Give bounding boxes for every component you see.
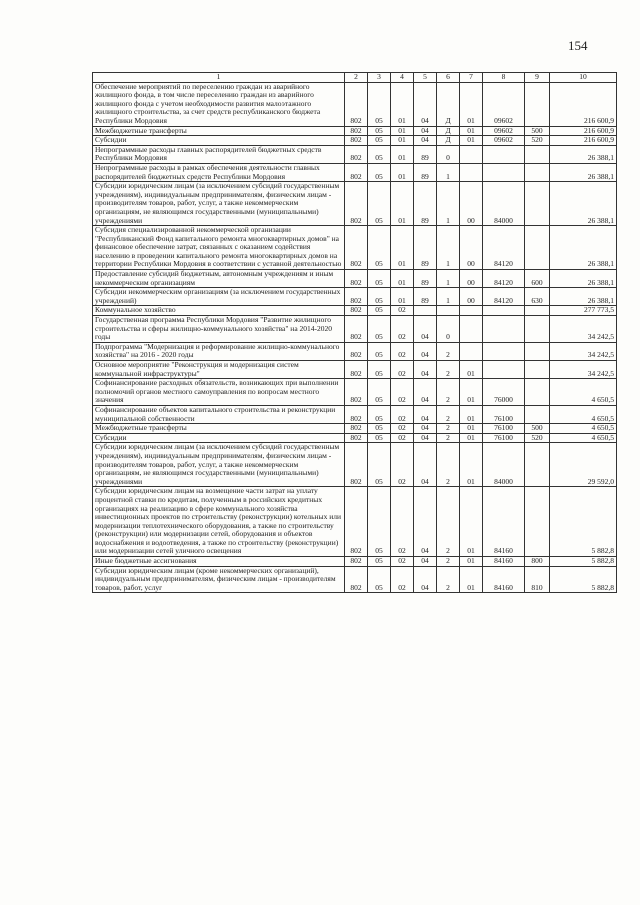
item-name-cell: Коммунальное хозяйство bbox=[93, 306, 345, 316]
subsection-cell: 02 bbox=[391, 379, 414, 406]
ministry-code-cell: 802 bbox=[345, 316, 368, 343]
subsection-cell: 02 bbox=[391, 361, 414, 379]
program-cell: 04 bbox=[414, 443, 437, 487]
subprogram-cell: 2 bbox=[437, 405, 460, 423]
section-cell: 05 bbox=[368, 342, 391, 360]
expense-type-cell bbox=[525, 226, 550, 270]
program-cell: 89 bbox=[414, 163, 437, 181]
section-cell: 05 bbox=[368, 163, 391, 181]
program-cell bbox=[414, 306, 437, 316]
expense-type-cell: 500 bbox=[525, 126, 550, 136]
program-cell: 04 bbox=[414, 487, 437, 557]
item-name-cell: Субсидии юридическим лицам на возмещение части затрат на уплату процентной ставки по кредитам, полученным в российских кредитных организациях на реализацию в сфере коммунального хозяйства инвестиционных проектов по строительству (реконструкции) котельных или модернизации теплотехнического оборудования, а также по строительству (реконструкции) или модернизации сетей, оборудования и объектов водоснабжения и водоотведения, а также по строительству (реконструкции) или модернизации сетей уличного освещения bbox=[93, 487, 345, 557]
subsection-cell: 02 bbox=[391, 557, 414, 567]
activity-cell: 01 bbox=[460, 433, 483, 443]
item-name-cell: Подпрограмма "Модернизация и реформирование жилищно-коммунального хозяйства" на 2016 - 2020 годы bbox=[93, 342, 345, 360]
subsection-cell: 01 bbox=[391, 226, 414, 270]
ministry-code-cell: 802 bbox=[345, 136, 368, 146]
direction-cell: 09602 bbox=[483, 126, 525, 136]
ministry-code-cell: 802 bbox=[345, 557, 368, 567]
table-row bbox=[93, 306, 617, 316]
ministry-code-cell: 802 bbox=[345, 379, 368, 406]
subsection-cell: 02 bbox=[391, 566, 414, 593]
section-cell: 05 bbox=[368, 566, 391, 593]
item-name-cell: Субсидии юридическим лицам (за исключением субсидий государственным учреждениям), индивидуальным предпринимателям, физическим лицам - производителям товаров, работ, услуг, а также некоммерческим организациям, не являющимся государственными (муниципальными) учреждениями bbox=[93, 182, 345, 226]
amount-cell: 26 388,1 bbox=[550, 270, 617, 288]
program-cell: 04 bbox=[414, 361, 437, 379]
ministry-code-cell: 802 bbox=[345, 342, 368, 360]
activity-cell: 01 bbox=[460, 405, 483, 423]
item-name-cell: Субсидии bbox=[93, 136, 345, 146]
direction-cell: 09602 bbox=[483, 136, 525, 146]
subprogram-cell: 0 bbox=[437, 145, 460, 163]
table-row bbox=[93, 557, 617, 567]
direction-cell bbox=[483, 342, 525, 360]
subprogram-cell: 2 bbox=[437, 361, 460, 379]
direction-cell: 84120 bbox=[483, 226, 525, 270]
ministry-code-cell: 802 bbox=[345, 566, 368, 593]
table-row bbox=[93, 288, 617, 306]
amount-cell: 26 388,1 bbox=[550, 145, 617, 163]
column-header: 3 bbox=[368, 73, 391, 83]
ministry-code-cell: 802 bbox=[345, 126, 368, 136]
subprogram-cell: 2 bbox=[437, 424, 460, 434]
subsection-cell: 01 bbox=[391, 145, 414, 163]
activity-cell: 00 bbox=[460, 288, 483, 306]
subsection-cell: 01 bbox=[391, 270, 414, 288]
table-row bbox=[93, 433, 617, 443]
section-cell: 05 bbox=[368, 288, 391, 306]
amount-cell: 5 882,8 bbox=[550, 487, 617, 557]
expense-type-cell bbox=[525, 306, 550, 316]
amount-cell: 34 242,5 bbox=[550, 361, 617, 379]
expense-type-cell bbox=[525, 405, 550, 423]
table-row bbox=[93, 270, 617, 288]
activity-cell: 01 bbox=[460, 126, 483, 136]
ministry-code-cell: 802 bbox=[345, 270, 368, 288]
expense-type-cell: 500 bbox=[525, 424, 550, 434]
direction-cell: 76100 bbox=[483, 424, 525, 434]
section-cell: 05 bbox=[368, 379, 391, 406]
item-name-cell: Субсидии юридическим лицам (кроме некоммерческих организаций), индивидуальным предпринимателям, физическим лицам - производителям товаров, работ, услуг bbox=[93, 566, 345, 593]
subsection-cell: 01 bbox=[391, 82, 414, 126]
program-cell: 04 bbox=[414, 82, 437, 126]
program-cell: 04 bbox=[414, 379, 437, 406]
activity-cell: 01 bbox=[460, 557, 483, 567]
subsection-cell: 02 bbox=[391, 433, 414, 443]
program-cell: 04 bbox=[414, 424, 437, 434]
table-row bbox=[93, 82, 617, 126]
section-cell: 05 bbox=[368, 433, 391, 443]
expense-type-cell bbox=[525, 145, 550, 163]
direction-cell bbox=[483, 163, 525, 181]
section-cell: 05 bbox=[368, 270, 391, 288]
item-name-cell: Софинансирование объектов капитального строительства и реконструкции муниципальной собственности bbox=[93, 405, 345, 423]
ministry-code-cell: 802 bbox=[345, 182, 368, 226]
table-row bbox=[93, 405, 617, 423]
program-cell: 04 bbox=[414, 433, 437, 443]
column-header: 2 bbox=[345, 73, 368, 83]
amount-cell: 277 773,5 bbox=[550, 306, 617, 316]
table-row bbox=[93, 126, 617, 136]
ministry-code-cell: 802 bbox=[345, 82, 368, 126]
column-header: 6 bbox=[437, 73, 460, 83]
subsection-cell: 02 bbox=[391, 316, 414, 343]
subsection-cell: 02 bbox=[391, 342, 414, 360]
item-name-cell: Субсидии некоммерческим организациям (за исключением государственных учреждений) bbox=[93, 288, 345, 306]
direction-cell: 84120 bbox=[483, 270, 525, 288]
table-row bbox=[93, 424, 617, 434]
section-cell: 05 bbox=[368, 82, 391, 126]
subprogram-cell: Д bbox=[437, 126, 460, 136]
subsection-cell: 02 bbox=[391, 443, 414, 487]
section-cell: 05 bbox=[368, 126, 391, 136]
expense-type-cell bbox=[525, 82, 550, 126]
subprogram-cell: 2 bbox=[437, 342, 460, 360]
section-cell: 05 bbox=[368, 182, 391, 226]
program-cell: 89 bbox=[414, 288, 437, 306]
activity-cell bbox=[460, 145, 483, 163]
item-name-cell: Государственная программа Республики Мордовия "Развитие жилищного строительства и сферы жилищно-коммунального хозяйства" на 2014-2020 годы bbox=[93, 316, 345, 343]
subprogram-cell: 2 bbox=[437, 379, 460, 406]
ministry-code-cell: 802 bbox=[345, 424, 368, 434]
expense-type-cell bbox=[525, 163, 550, 181]
item-name-cell: Софинансирование расходных обязательств, возникающих при выполнении полномочий органов местного самоуправления по вопросам местного значения bbox=[93, 379, 345, 406]
page-number: 154 bbox=[568, 38, 588, 53]
subprogram-cell: 2 bbox=[437, 433, 460, 443]
subsection-cell: 01 bbox=[391, 288, 414, 306]
activity-cell: 00 bbox=[460, 182, 483, 226]
column-header: 7 bbox=[460, 73, 483, 83]
subsection-cell: 02 bbox=[391, 424, 414, 434]
subprogram-cell: 1 bbox=[437, 288, 460, 306]
activity-cell bbox=[460, 163, 483, 181]
ministry-code-cell: 802 bbox=[345, 226, 368, 270]
direction-cell: 84160 bbox=[483, 566, 525, 593]
item-name-cell: Непрограммные расходы в рамках обеспечения деятельности главных распорядителей бюджетных средств Республики Мордовия bbox=[93, 163, 345, 181]
expense-type-cell: 810 bbox=[525, 566, 550, 593]
amount-cell: 216 600,9 bbox=[550, 126, 617, 136]
direction-cell: 84160 bbox=[483, 557, 525, 567]
expense-type-cell: 800 bbox=[525, 557, 550, 567]
direction-cell: 84120 bbox=[483, 288, 525, 306]
expense-type-cell bbox=[525, 342, 550, 360]
column-header: 1 bbox=[93, 73, 345, 83]
subprogram-cell: 2 bbox=[437, 566, 460, 593]
column-header: 4 bbox=[391, 73, 414, 83]
direction-cell: 84000 bbox=[483, 182, 525, 226]
item-name-cell: Предоставление субсидий бюджетным, автономным учреждениям и иным некоммерческим организациям bbox=[93, 270, 345, 288]
table-row bbox=[93, 226, 617, 270]
subprogram-cell: 2 bbox=[437, 557, 460, 567]
table-row bbox=[93, 136, 617, 146]
amount-cell: 34 242,5 bbox=[550, 342, 617, 360]
ministry-code-cell: 802 bbox=[345, 306, 368, 316]
direction-cell bbox=[483, 361, 525, 379]
amount-cell: 5 882,8 bbox=[550, 566, 617, 593]
table-row bbox=[93, 316, 617, 343]
column-header: 8 bbox=[483, 73, 525, 83]
subsection-cell: 01 bbox=[391, 182, 414, 226]
table-row bbox=[93, 443, 617, 487]
subsection-cell: 01 bbox=[391, 126, 414, 136]
item-name-cell: Непрограммные расходы главных распорядителей бюджетных средств Республики Мордовия bbox=[93, 145, 345, 163]
activity-cell: 01 bbox=[460, 379, 483, 406]
section-cell: 05 bbox=[368, 443, 391, 487]
subprogram-cell: 1 bbox=[437, 226, 460, 270]
expense-type-cell bbox=[525, 361, 550, 379]
program-cell: 89 bbox=[414, 270, 437, 288]
direction-cell bbox=[483, 145, 525, 163]
subsection-cell: 01 bbox=[391, 136, 414, 146]
expense-type-cell bbox=[525, 443, 550, 487]
ministry-code-cell: 802 bbox=[345, 405, 368, 423]
column-header: 10 bbox=[550, 73, 617, 83]
subprogram-cell: Д bbox=[437, 136, 460, 146]
subsection-cell: 02 bbox=[391, 306, 414, 316]
item-name-cell: Обеспечение мероприятий по переселению граждан из аварийного жилищного фонда, в том числе переселению граждан из аварийного жилищного фонда с учетом необходимости развития малоэтажного жилищного строительства, за счет средств республиканского бюджета Республики Мордовия bbox=[93, 82, 345, 126]
ministry-code-cell: 802 bbox=[345, 163, 368, 181]
amount-cell: 26 388,1 bbox=[550, 288, 617, 306]
table-header-row bbox=[93, 73, 617, 83]
program-cell: 89 bbox=[414, 226, 437, 270]
activity-cell: 01 bbox=[460, 136, 483, 146]
activity-cell: 00 bbox=[460, 270, 483, 288]
table-row bbox=[93, 163, 617, 181]
amount-cell: 26 388,1 bbox=[550, 163, 617, 181]
subprogram-cell: 2 bbox=[437, 487, 460, 557]
program-cell: 89 bbox=[414, 182, 437, 226]
table-row bbox=[93, 182, 617, 226]
section-cell: 05 bbox=[368, 306, 391, 316]
subsection-cell: 01 bbox=[391, 163, 414, 181]
expense-type-cell: 520 bbox=[525, 136, 550, 146]
section-cell: 05 bbox=[368, 557, 391, 567]
expense-type-cell: 520 bbox=[525, 433, 550, 443]
item-name-cell: Субсидии юридическим лицам (за исключением субсидий государственным учреждениям), индивидуальным предпринимателям, физическим лицам - производителям товаров, работ, услуг, а также некоммерческим организациям, не являющимся государственными (муниципальными) учреждениями bbox=[93, 443, 345, 487]
section-cell: 05 bbox=[368, 424, 391, 434]
amount-cell: 4 650,5 bbox=[550, 405, 617, 423]
activity-cell: 01 bbox=[460, 443, 483, 487]
table-row bbox=[93, 487, 617, 557]
section-cell: 05 bbox=[368, 145, 391, 163]
expense-type-cell: 600 bbox=[525, 270, 550, 288]
expense-type-cell bbox=[525, 182, 550, 226]
item-name-cell: Межбюджетные трансферты bbox=[93, 424, 345, 434]
column-header: 5 bbox=[414, 73, 437, 83]
table-row bbox=[93, 566, 617, 593]
direction-cell: 84160 bbox=[483, 487, 525, 557]
direction-cell bbox=[483, 306, 525, 316]
amount-cell: 216 600,9 bbox=[550, 82, 617, 126]
amount-cell: 4 650,5 bbox=[550, 379, 617, 406]
subsection-cell: 02 bbox=[391, 487, 414, 557]
direction-cell: 76100 bbox=[483, 433, 525, 443]
section-cell: 05 bbox=[368, 136, 391, 146]
column-header: 9 bbox=[525, 73, 550, 83]
ministry-code-cell: 802 bbox=[345, 361, 368, 379]
subprogram-cell: 1 bbox=[437, 270, 460, 288]
amount-cell: 26 388,1 bbox=[550, 226, 617, 270]
section-cell: 05 bbox=[368, 361, 391, 379]
direction-cell: 84000 bbox=[483, 443, 525, 487]
item-name-cell: Субсидия специализированной некоммерческой организации "Республиканский Фонд капитального ремонта многоквартирных домов" на финансовое обеспечение затрат, связанных с оказанием содействия населению в проведении капитального ремонта многоквартирных домов на территории Республики Мордовия в соответствии с уставной деятельностью bbox=[93, 226, 345, 270]
subprogram-cell bbox=[437, 306, 460, 316]
program-cell: 04 bbox=[414, 557, 437, 567]
amount-cell: 5 882,8 bbox=[550, 557, 617, 567]
budget-table bbox=[92, 72, 617, 593]
ministry-code-cell: 802 bbox=[345, 145, 368, 163]
program-cell: 04 bbox=[414, 566, 437, 593]
activity-cell: 01 bbox=[460, 566, 483, 593]
activity-cell: 01 bbox=[460, 487, 483, 557]
section-cell: 05 bbox=[368, 405, 391, 423]
ministry-code-cell: 802 bbox=[345, 487, 368, 557]
section-cell: 05 bbox=[368, 226, 391, 270]
item-name-cell: Субсидии bbox=[93, 433, 345, 443]
expense-type-cell bbox=[525, 379, 550, 406]
subsection-cell: 02 bbox=[391, 405, 414, 423]
activity-cell: 01 bbox=[460, 361, 483, 379]
table-row bbox=[93, 379, 617, 406]
program-cell: 04 bbox=[414, 405, 437, 423]
direction-cell: 09602 bbox=[483, 82, 525, 126]
table-row bbox=[93, 361, 617, 379]
table-body bbox=[93, 82, 617, 593]
direction-cell: 76100 bbox=[483, 405, 525, 423]
amount-cell: 4 650,5 bbox=[550, 424, 617, 434]
item-name-cell: Межбюджетные трансферты bbox=[93, 126, 345, 136]
section-cell: 05 bbox=[368, 316, 391, 343]
program-cell: 04 bbox=[414, 342, 437, 360]
subprogram-cell: 1 bbox=[437, 163, 460, 181]
amount-cell: 34 242,5 bbox=[550, 316, 617, 343]
subprogram-cell: 2 bbox=[437, 443, 460, 487]
direction-cell: 76000 bbox=[483, 379, 525, 406]
subprogram-cell: 0 bbox=[437, 316, 460, 343]
amount-cell: 4 650,5 bbox=[550, 433, 617, 443]
table-row bbox=[93, 342, 617, 360]
program-cell: 04 bbox=[414, 136, 437, 146]
activity-cell bbox=[460, 316, 483, 343]
activity-cell: 00 bbox=[460, 226, 483, 270]
ministry-code-cell: 802 bbox=[345, 443, 368, 487]
item-name-cell: Иные бюджетные ассигнования bbox=[93, 557, 345, 567]
amount-cell: 216 600,9 bbox=[550, 136, 617, 146]
expense-type-cell: 630 bbox=[525, 288, 550, 306]
activity-cell: 01 bbox=[460, 424, 483, 434]
direction-cell bbox=[483, 316, 525, 343]
item-name-cell: Основное мероприятие "Реконструкция и модернизация систем коммунальной инфраструктуры" bbox=[93, 361, 345, 379]
ministry-code-cell: 802 bbox=[345, 288, 368, 306]
amount-cell: 29 592,0 bbox=[550, 443, 617, 487]
table-row bbox=[93, 145, 617, 163]
activity-cell bbox=[460, 342, 483, 360]
expense-type-cell bbox=[525, 316, 550, 343]
amount-cell: 26 388,1 bbox=[550, 182, 617, 226]
program-cell: 89 bbox=[414, 145, 437, 163]
program-cell: 04 bbox=[414, 316, 437, 343]
activity-cell bbox=[460, 306, 483, 316]
subprogram-cell: 1 bbox=[437, 182, 460, 226]
program-cell: 04 bbox=[414, 126, 437, 136]
subprogram-cell: Д bbox=[437, 82, 460, 126]
expense-type-cell bbox=[525, 487, 550, 557]
section-cell: 05 bbox=[368, 487, 391, 557]
activity-cell: 01 bbox=[460, 82, 483, 126]
ministry-code-cell: 802 bbox=[345, 433, 368, 443]
